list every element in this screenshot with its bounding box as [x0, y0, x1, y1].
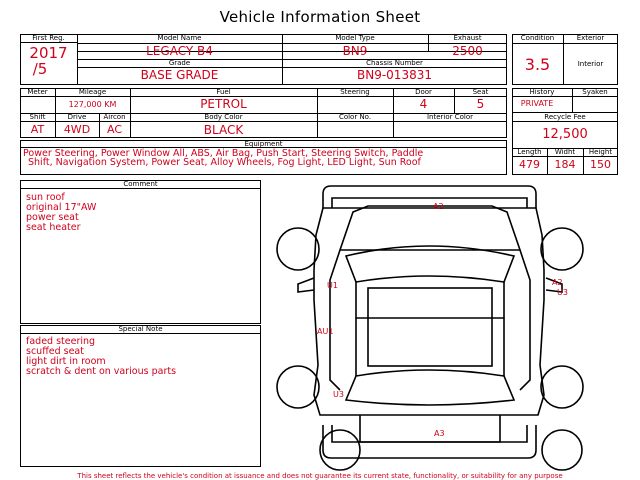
rear-windshield: [346, 370, 514, 405]
width-label: Widht: [554, 148, 576, 156]
footer-disclaimer: This sheet reflects the vehicle's condition at issuance and does not guarantee its current state, functionality, or suitability for any purpose: [77, 472, 563, 480]
height-label: Height: [588, 148, 613, 156]
list-item: scuffed seat: [26, 346, 84, 357]
door-value: 4: [419, 97, 428, 111]
interior-label: Interior: [577, 60, 604, 68]
front-left-wheel: [277, 228, 319, 270]
model-name-label: Model Name: [157, 34, 202, 42]
damage-mark-left-door: AU1: [317, 327, 334, 336]
damage-mark-left-rear: U3: [333, 390, 344, 399]
shift-value: AT: [30, 123, 45, 136]
comment-label: Comment: [123, 180, 158, 188]
condition-label: Condition: [520, 34, 555, 42]
body-color-value: BLACK: [203, 123, 244, 137]
car-body-outline: [314, 208, 544, 415]
damage-mark-front: A2: [433, 202, 444, 211]
height-value: 150: [590, 158, 611, 171]
rear-left-wheel: [277, 366, 319, 408]
drive-label: Drive: [67, 113, 87, 121]
equipment-label: Equipment: [244, 140, 283, 148]
syaken-label: Syaken: [582, 88, 608, 96]
history-value: PRIVATE: [520, 99, 554, 108]
car-damage-diagram: [268, 180, 618, 472]
equipment-line-1: Power Steering, Power Window All, ABS, Air Bag, Push Start, Steering Switch, Paddle: [23, 148, 424, 159]
damage-mark-right-2: U3: [557, 288, 568, 297]
rear-right-wheel: [541, 366, 583, 408]
door-label: Door: [415, 88, 432, 96]
list-item: original 17"AW: [26, 202, 97, 213]
comment-list: [26, 193, 96, 233]
chassis-label: Chassis Number: [366, 59, 423, 67]
condition-value: 3.5: [524, 55, 551, 74]
list-item: seat heater: [26, 222, 81, 233]
roof: [368, 288, 492, 366]
color-no-label: Color No.: [338, 113, 372, 121]
length-label: Length: [517, 148, 542, 156]
mileage-label: Mileage: [78, 88, 107, 96]
shift-label: Shift: [29, 113, 46, 121]
hood: [340, 206, 520, 250]
special-note-label: Special Note: [118, 325, 163, 333]
seat-label: Seat: [472, 88, 489, 96]
fuel-label: Fuel: [216, 88, 231, 96]
fuel-value: PETROL: [200, 97, 247, 111]
special-note-list: [26, 337, 176, 377]
front-bumper: [323, 186, 536, 208]
aircon-label: Aircon: [103, 113, 126, 121]
history-label: History: [529, 88, 555, 96]
first-reg-label: First Reg.: [32, 34, 65, 42]
chassis-value: BN9-013831: [357, 68, 432, 82]
recycle-fee-label: Recycle Fee: [544, 113, 586, 121]
recycle-fee-value: 12,500: [542, 127, 588, 142]
model-name-value: LEGACY B4: [146, 44, 213, 58]
damage-mark-left-front: U1: [327, 281, 338, 290]
damage-mark-right: A2: [552, 278, 563, 287]
front-right-wheel: [541, 228, 583, 270]
mileage-value: 127,000 KM: [68, 100, 117, 109]
exhaust-label: Exhaust: [453, 34, 482, 42]
damage-mark-rear: A3: [434, 429, 445, 438]
aircon-value: AC: [106, 123, 122, 136]
first-reg-year: 2017: [29, 44, 68, 62]
spare-wheel-left: [320, 430, 360, 470]
equipment-line-2: Shift, Navigation System, Power Seat, Alloy Wheels, Fog Light, LED Light, Sun Roof: [28, 157, 421, 168]
exhaust-value: 2500: [452, 44, 483, 58]
seat-value: 5: [476, 97, 485, 111]
model-type-value: BN9: [342, 44, 368, 58]
width-value: 184: [554, 158, 576, 171]
body-color-label: Body Color: [204, 113, 243, 121]
interior-color-label: Interior Color: [426, 113, 474, 121]
page-title: Vehicle Information Sheet: [219, 8, 421, 26]
steering-label: Steering: [340, 88, 370, 96]
list-item: sun roof: [26, 192, 65, 203]
grade-value: BASE GRADE: [140, 68, 219, 82]
length-value: 479: [519, 158, 540, 171]
drive-value: 4WD: [63, 123, 91, 136]
grade-label: Grade: [168, 59, 191, 67]
exterior-label: Exterior: [576, 34, 605, 42]
meter-label: Meter: [27, 88, 48, 96]
list-item: power seat: [26, 212, 79, 223]
first-reg-month: /5: [32, 60, 48, 78]
model-type-label: Model Type: [335, 34, 375, 42]
list-item: scratch & dent on various parts: [26, 366, 177, 377]
spare-wheel-right: [542, 430, 582, 470]
list-item: faded steering: [26, 336, 96, 347]
windshield: [346, 246, 514, 282]
list-item: light dirt in room: [26, 356, 106, 367]
